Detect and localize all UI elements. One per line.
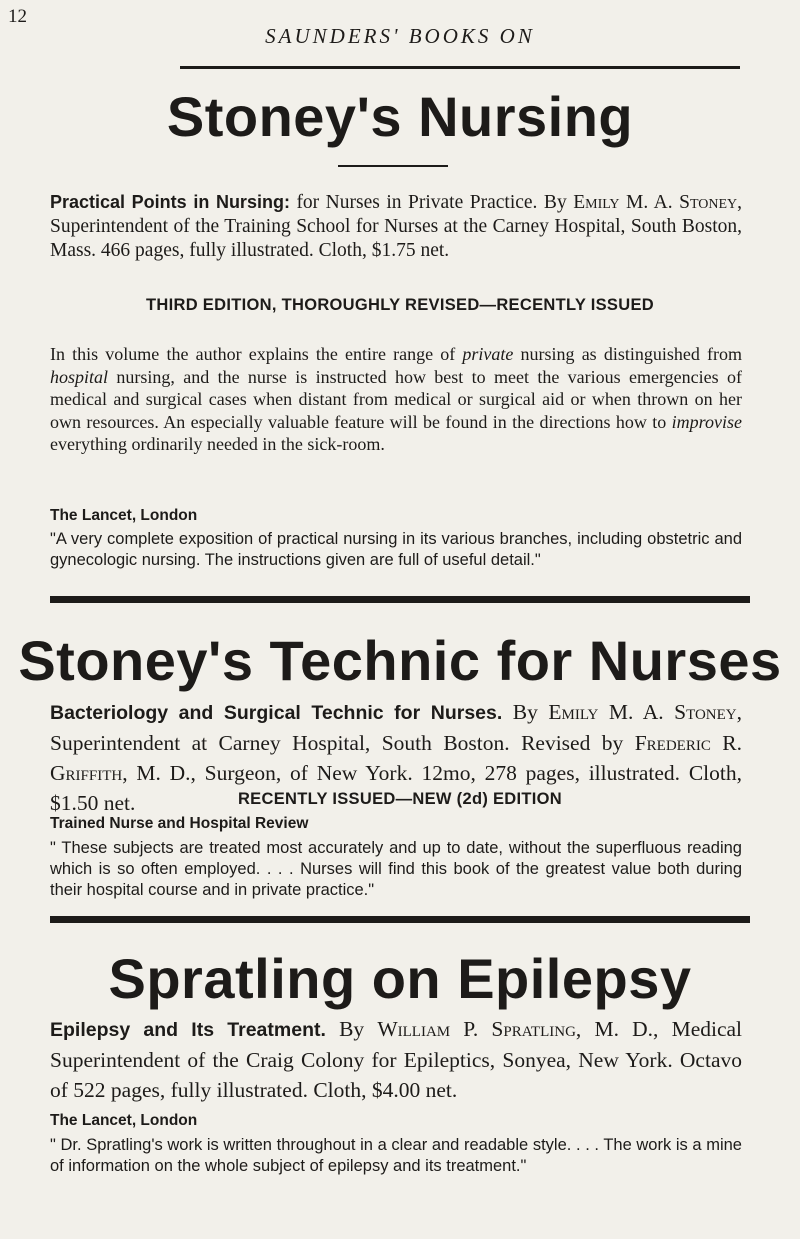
book-desc: By <box>325 1017 378 1041</box>
review-source: The Lancet, London <box>50 507 198 524</box>
book-title: Epilepsy and Its Treatment. <box>50 1019 326 1041</box>
book-desc: for Nurses in Private Practice. By <box>289 192 574 213</box>
edition-note: RECENTLY ISSUED—NEW (2d) EDITION <box>237 790 563 808</box>
section-divider <box>50 596 750 603</box>
book-desc: , M. D., Surgeon, of New York. 12mo, 278 pages, illustrated. Cloth, $1.50 net. <box>50 761 742 815</box>
author-name: William P. Spratling <box>377 1017 576 1041</box>
book-title: Bacteriology and Surgical Technic for Nurses. <box>50 702 503 724</box>
header-rule <box>180 66 740 69</box>
review-quote: " These subjects are treated most accurately and up to date, without the superfluous reading which is so often employed. . . . Nurses will find this book of the greatest value both during their hospital course and in private practice." <box>50 839 742 899</box>
author-name: Emily M. A. Stoney <box>548 700 737 724</box>
section-divider <box>50 916 750 923</box>
book-title: Practical Points in Nursing: <box>50 192 290 212</box>
author-name: Emily M. A. Stoney <box>573 192 738 213</box>
description-text: In this volume the author explains the entire range of <box>50 344 463 364</box>
description-emphasis: private <box>462 344 514 364</box>
section-title-technic: Stoney's Technic for Nurses <box>18 629 782 692</box>
book-description <box>50 343 742 456</box>
reviser-name: Frederic R. Griffith <box>50 731 742 785</box>
book-entry-nursing <box>50 190 742 263</box>
section-title-epilepsy: Spratling on Epilepsy <box>108 947 692 1010</box>
description-emphasis: improvise <box>671 411 742 432</box>
page-number: 12 <box>8 6 27 27</box>
description-emphasis: hospital <box>50 366 109 387</box>
title-underline <box>338 165 448 167</box>
description-text: everything ordinarily needed in the sick-room. <box>50 434 385 454</box>
book-desc: , Superintendent at Carney Hospital, South Boston. Revised by <box>50 700 742 755</box>
book-desc: , Superintendent of the Training School for Nurses at the Carney Hospital, South Boston, Mass. 466 pages, fully illustrated. Cloth, $1.75 net. <box>50 192 742 261</box>
edition-note: THIRD EDITION, THOROUGHLY REVISED—RECENTLY ISSUED <box>146 296 654 314</box>
review-quote: " Dr. Spratling's work is written throughout in a clear and readable style. . . . The work is a mine of information on the whole subject of epilepsy and its treatment." <box>50 1136 742 1175</box>
running-head: SAUNDERS' BOOKS ON <box>265 24 535 48</box>
description-text: nursing as distinguished from <box>513 344 742 364</box>
description-text: nursing, and the nurse is instructed how best to meet the various emergencies of medical and surgical cases when distant from medical or surgical aid or when thrown on her own resources. An especially valuable feature will be found in the directions how to <box>50 366 742 432</box>
book-entry-epilepsy <box>50 1014 742 1105</box>
section-title-nursing: Stoney's Nursing <box>166 85 634 148</box>
book-desc: , M. D., Medical Superintendent of the Craig Colony for Epileptics, Sonyea, New York. Octavo of 522 pages, fully illustrated. Cloth, $4.00 net. <box>50 1017 743 1102</box>
review-source: The Lancet, London <box>50 1112 198 1129</box>
review-quote: "A very complete exposition of practical nursing in its various branches, including obstetric and gynecologic nursing. The instructions given are full of useful detail." <box>50 530 742 569</box>
review-source: Trained Nurse and Hospital Review <box>50 815 309 832</box>
book-desc: By <box>502 700 549 724</box>
